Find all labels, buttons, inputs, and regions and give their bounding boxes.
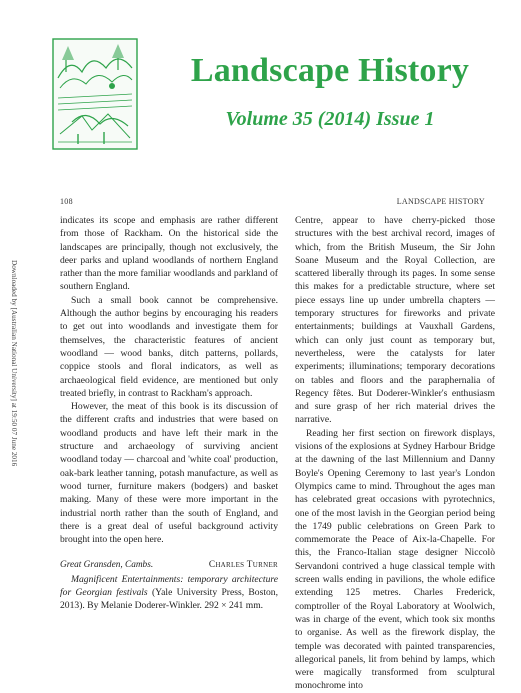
landscape-engraving-logo xyxy=(52,38,138,150)
left-paragraph-3: However, the meat of this book is its discussion of the different crafts and industries that were based on woodland products and have left their mark in the structure and archaeology of surviving ancient woodland today — charcoal and 'white coal' production, oak-bark leather tanning, potash manufacture, as well as wood turner, furniture makers (bodgers) and basket making. Many of these were more important in the industrial north rather than the south of England, and there is a great deal of useful background activity brought into the open here. xyxy=(60,401,278,546)
review-book-details: (Yale University Press, Boston, 2013). By Melanie Doderer-Winkler. 292 × 241 mm. xyxy=(60,587,278,612)
right-paragraph-2: Reading her first section on firework displays, visions of the explosions at Sydney Harbour Bridge at the dawning of the last Millennium and Danny Boyle's Opening Ceremony to last year's London Olympics came to mind. Throughout the ages man has celebrated great occasions with pyrotechnics, one of the most lavish in the Georgian period being the 1749 public celebrations on Green Park to commemorate the Peace of Aix-la-Chapelle. For this, the Franco-Italian stage designer Niccolò Servandoni contrived a huge classical temple with screen walls ending in pavilions, the whole edifice extending 125 metres. Charles Frederick, comptroller of the Royal Laboratory at Woolwich, was in charge of the event, which took six months to organise. As well as the firework display, the temple was decorated with painted transparencies, allegorical panels, lit from behind by lamps, which were magically transformed from sculptural monochrome into xyxy=(295,427,495,692)
running-head-journal: LANDSCAPE HISTORY xyxy=(396,197,485,206)
signature-place: Great Gransden, Cambs. xyxy=(60,560,154,571)
journal-title: Landscape History xyxy=(190,52,470,89)
journal-header xyxy=(0,0,521,170)
review-book-title: Magnificent Entertainments: temporary architecture for Georgian festivals xyxy=(60,573,278,599)
left-paragraph-1: indicates its scope and emphasis are rather different from those of Rackham. On the historical side the landscapes are principally, though not exclusively, the deer parks and upland woodlands of northern England rather than the more familiar woodlands and parkland of southern England. xyxy=(60,215,278,293)
left-paragraph-2: Such a small book cannot be comprehensive. Although the author begins by encouraging his readers to get out into woodlands and investigate them for themselves, the characteristic features of ancient woodland — wood banks, ditch patterns, pollards, coppice stools and floral indicators, as well as archaeological field evidence, are mentioned but only treated briefly, in contrast to Rackham's approach. xyxy=(60,294,278,399)
review-heading xyxy=(60,573,278,613)
right-column xyxy=(295,214,495,693)
download-notice: Downloaded by [Australian National University] at 19:50 07 June 2016 xyxy=(10,260,18,467)
issue-line: Volume 35 (2014) Issue 1 xyxy=(225,108,435,130)
review-signature xyxy=(60,559,278,572)
page-number: 108 xyxy=(60,197,73,206)
left-column xyxy=(60,214,278,613)
signature-name: Charles Turner xyxy=(208,560,278,571)
right-paragraph-1: Centre, appear to have cherry-picked those structures with the best archival record, images of which, from the British Museum, the Sir John Soane Museum and the Royal Collection, are scattered liberally through its pages. In some sense this makes for a predictable structure, where set piece essays line up under umbrella chapters — temporary structures for fireworks and private entertainments; buildings at Vauxhall Gardens, which can only just count as temporary but, nevertheless, were the catalysts for later experiments; illuminations; temporary decorations on tables and floors and the paraphernalia of Regency fêtes. But Doderer-Winkler's enthusiasm and sure grasp of her rich material drives the narrative. xyxy=(295,215,495,426)
